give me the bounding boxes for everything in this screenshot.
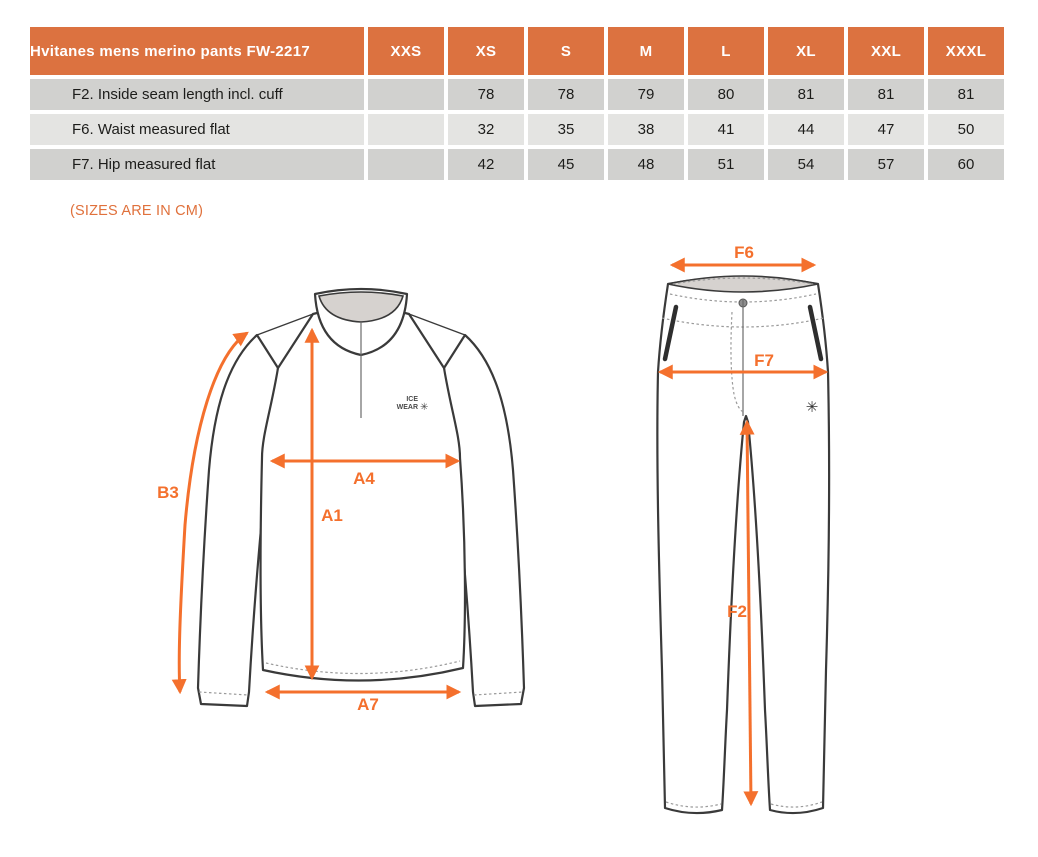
row-label-cell: F2. Inside seam length incl. cuff <box>30 79 364 110</box>
size-value-cell: 78 <box>448 79 524 110</box>
svg-text:WEAR: WEAR <box>396 404 418 411</box>
size-value-cell: 81 <box>848 79 924 110</box>
size-header-xs: XS <box>448 27 524 75</box>
size-value-cell: 78 <box>528 79 604 110</box>
size-value-cell: 48 <box>608 149 684 180</box>
size-value-cell: 32 <box>448 114 524 145</box>
size-value-cell: 81 <box>928 79 1004 110</box>
size-header-xxs: XXS <box>368 27 444 75</box>
size-header-xl: XL <box>768 27 844 75</box>
size-value-cell: 44 <box>768 114 844 145</box>
size-header-l: L <box>688 27 764 75</box>
size-header-xxxl: XXXL <box>928 27 1004 75</box>
measurement-arrow-f2 <box>747 422 751 804</box>
table-row-inseam <box>30 79 1004 110</box>
pants-measurement-diagram <box>620 240 1020 840</box>
size-value-cell: 81 <box>768 79 844 110</box>
snowflake-logo-icon: ✳ <box>420 402 429 413</box>
size-value-cell <box>368 114 444 145</box>
measurement-label-f7: F7 <box>754 351 774 370</box>
size-value-cell: 38 <box>608 114 684 145</box>
measurement-label-a7: A7 <box>357 695 379 714</box>
measurement-label-a1: A1 <box>321 506 343 525</box>
measurement-label-f6: F6 <box>734 243 754 262</box>
size-value-cell: 47 <box>848 114 924 145</box>
size-value-cell: 35 <box>528 114 604 145</box>
size-header-m: M <box>608 27 684 75</box>
size-value-cell: 42 <box>448 149 524 180</box>
snowflake-logo-icon: ✳ <box>805 399 819 416</box>
size-value-cell: 79 <box>608 79 684 110</box>
svg-text:ICE: ICE <box>406 396 418 403</box>
measurement-label-b3: B3 <box>157 483 179 502</box>
size-value-cell: 41 <box>688 114 764 145</box>
table-row-waist <box>30 114 1004 145</box>
size-value-cell <box>368 79 444 110</box>
size-value-cell: 54 <box>768 149 844 180</box>
size-value-cell: 51 <box>688 149 764 180</box>
shirt-body <box>261 302 465 681</box>
size-value-cell: 45 <box>528 149 604 180</box>
table-row-hip <box>30 149 1004 180</box>
size-value-cell <box>368 149 444 180</box>
size-header-xxl: XXL <box>848 27 924 75</box>
size-table <box>26 23 1008 184</box>
measurement-label-f2: F2 <box>727 602 747 621</box>
size-header-s: S <box>528 27 604 75</box>
size-value-cell: 57 <box>848 149 924 180</box>
table-header-row <box>30 27 1004 75</box>
shirt-measurement-diagram <box>30 240 590 790</box>
row-label-cell: F6. Waist measured flat <box>30 114 364 145</box>
product-title-cell: Hvitanes mens merino pants FW-2217 <box>30 27 364 75</box>
size-value-cell: 60 <box>928 149 1004 180</box>
row-label-cell: F7. Hip measured flat <box>30 149 364 180</box>
sizes-unit-note: (SIZES ARE IN CM) <box>70 203 204 219</box>
measurement-label-a4: A4 <box>353 469 375 488</box>
size-value-cell: 50 <box>928 114 1004 145</box>
size-value-cell: 80 <box>688 79 764 110</box>
